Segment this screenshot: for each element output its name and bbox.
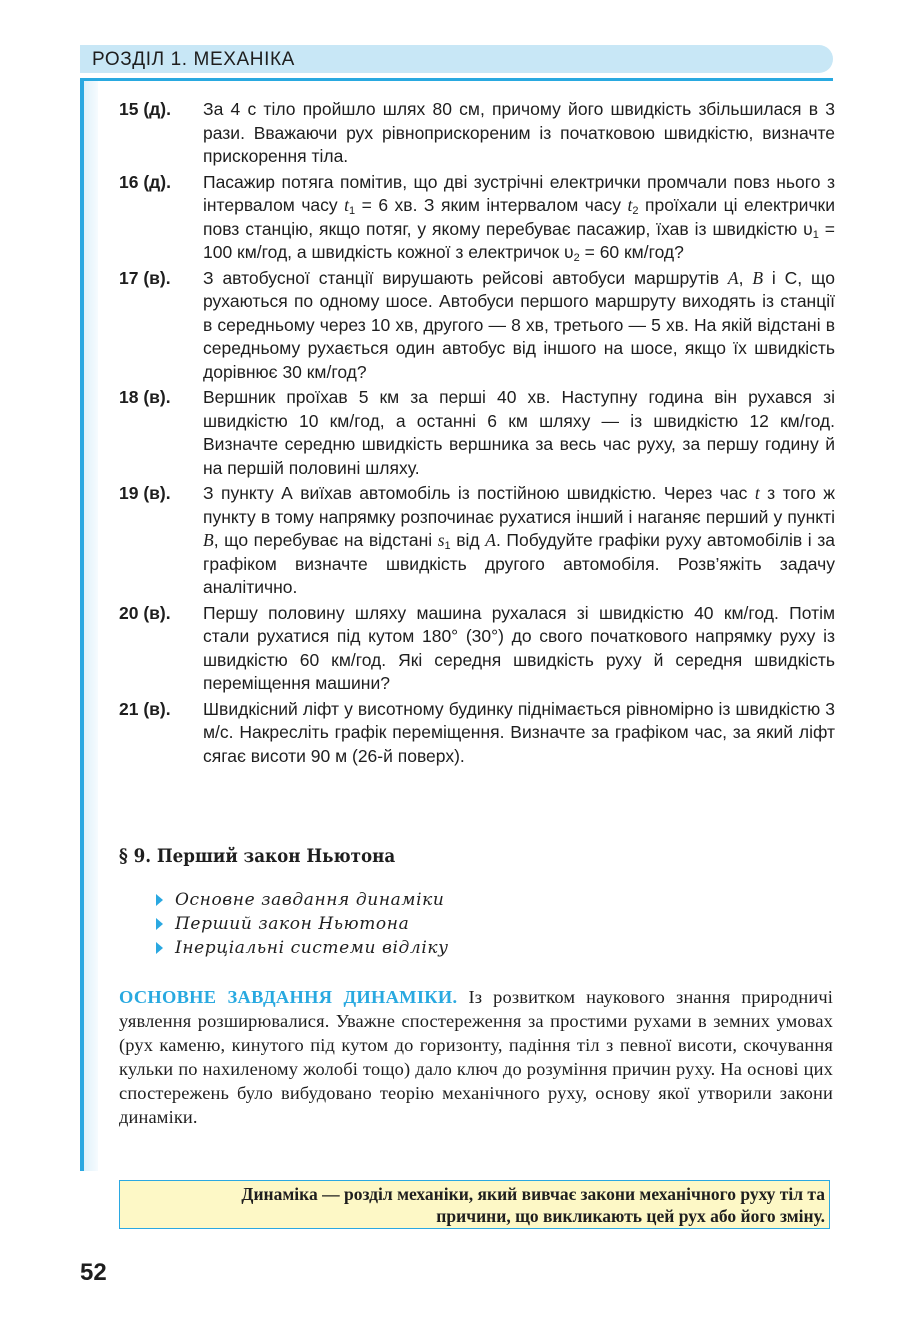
problem-text: Вершник проїхав 5 км за перші 40 хв. Наступну година він рухався зі швидкістю 10 км/год, а останні 6 км шляху — із швидкістю 12 км/год. Визначте середню швидкість вершника за весь час руху, за першу годину й на першій половині шляху. xyxy=(203,387,835,478)
problem-text: Швидкісний ліфт у висотному будинку піднімається рівномірно із швидкістю 3 м/с. Накресліть графік переміщення. Визначте за графіком час, за який ліфт сягає висоти 90 м (26-й поверх). xyxy=(203,698,835,766)
paragraph-heading: ОСНОВНЕ ЗАВДАННЯ ДИНАМІКИ. xyxy=(119,987,458,1007)
chapter-title: РОЗДІЛ 1. МЕХАНІКА xyxy=(92,49,295,70)
problem-16 xyxy=(119,171,835,265)
problem-number: 19 (в). xyxy=(119,483,171,503)
problem-number: 16 (д). xyxy=(119,171,171,192)
topic-list xyxy=(156,888,449,960)
definition-box xyxy=(119,1180,830,1229)
problem-number: 18 (в). xyxy=(119,387,171,407)
triangle-bullet-icon xyxy=(156,918,163,930)
topic-text: Перший закон Ньютона xyxy=(175,914,410,934)
triangle-bullet-icon xyxy=(156,942,163,954)
topic-text: Основне завдання динаміки xyxy=(175,890,445,910)
topic-text: Інерціальні системи відліку xyxy=(175,938,449,958)
problem-17 xyxy=(119,267,835,385)
problem-number: 15 (д). xyxy=(119,99,171,119)
header-rule xyxy=(80,78,833,81)
problem-text: З пункту А виїхав автомобіль із постійною швидкістю. Через час t з того ж пункту в тому напрямку розпочинає рухатися інший і наганяє перший у пункті B, що перебуває на відстані $s_1$ від A. Побудуйте графіки руху автомобілів і за графіком визначте швидкість другого автомобіля. Розв’яжіть задачу аналітично. xyxy=(203,483,836,597)
topic-item xyxy=(156,888,449,912)
problem-text: З автобусної станції вирушають рейсові автобуси маршрутів A, B і С, що рухаються по одному шосе. Автобуси першого маршруту виходять із станції в середньому через 10 хв, другого — 8 хв, третього — 5 хв. На якій відстані в середньому рухається один автобус від іншого на шосе, якщо їх швидкість дорівнює 30 км/год? xyxy=(203,267,835,382)
problem-text: За 4 с тіло пройшло шлях 80 см, причому його швидкість збільшилася в 3 рази. Вважаючи рух рівноприскореним із початковою швидкістю, визначте прискорення тіла. xyxy=(203,99,835,166)
triangle-bullet-icon xyxy=(156,894,163,906)
section-title: § 9. Перший закон Ньютона xyxy=(119,845,396,867)
problem-15 xyxy=(119,98,835,169)
problem-number: 20 (в). xyxy=(119,602,171,623)
problem-list xyxy=(119,98,835,770)
chapter-header xyxy=(80,45,833,73)
definition-text: Динаміка — розділ механіки, який вивчає закони механічного руху тіл та причини, що викликають цей рух або його зміну. xyxy=(241,1184,825,1226)
problem-text: Першу половину шляху машина рухалася зі швидкістю 40 км/год. Потім стали рухатися під кутом 180° (30°) до свого початкового напрямку руху із швидкістю 60 км/год. Які середня швидкість руху й середня швидкість переміщення машини? xyxy=(203,602,835,693)
topic-item xyxy=(156,936,449,960)
side-band xyxy=(80,81,98,1171)
page-number: 52 xyxy=(80,1259,107,1286)
problem-number: 17 (в). xyxy=(119,267,171,288)
problem-19 xyxy=(119,482,835,600)
problem-21 xyxy=(119,698,835,769)
paragraph-text: Із розвитком наукового знання природничі уявлення розширювалися. Уважне спостереження за простими рухами в земних умовах (рух каменю, кинутого під кутом до горизонту, падіння тіл з певної висоти, скочування кульки по нахиленому жолобі тощо) дало ключ до розуміння причин руху. На основі цих спостережень було вибудовано теорію механічного руху, основу якої утворили закони динаміки. xyxy=(119,987,833,1127)
problem-18 xyxy=(119,386,835,480)
problem-20 xyxy=(119,602,835,696)
problem-text: Пасажир потяга помітив, що дві зустрічні електрички промчали повз нього з інтервалом часу $t_1 = 6$ хв. З яким інтервалом часу $t_2$ проїхали ці електрички повз станцію, якщо потяг, у якому перебуває пасажир, їхав із швидкістю $\upsilon_1 = 100$ км/год, а швидкість кожної з електричок $\upsilon_2 = 60$ км/год? xyxy=(203,171,835,264)
problem-number: 21 (в). xyxy=(119,698,171,719)
body-paragraph xyxy=(119,985,833,1129)
topic-item xyxy=(156,912,449,936)
